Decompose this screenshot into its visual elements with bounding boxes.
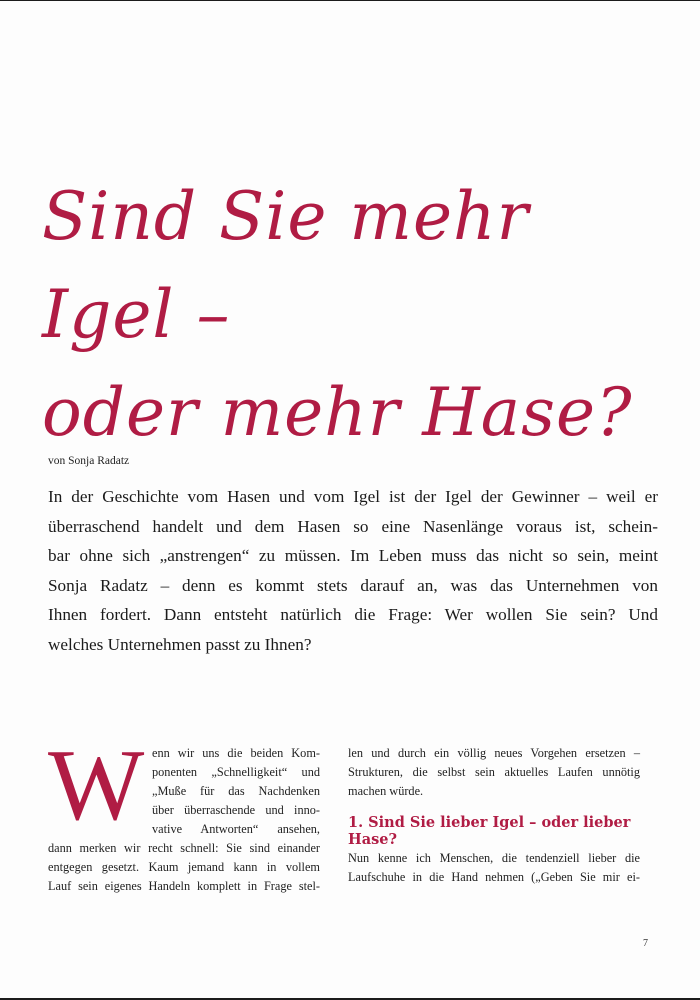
lead-line: In der Geschichte vom Hasen und vom Igel ist der Igel der Gewinner – weil er	[48, 487, 658, 506]
body-column-right	[348, 744, 640, 887]
section-heading: 1. Sind Sie lieber Igel – oder lieber Hase?	[348, 814, 631, 848]
body-line: len und durch ein völlig neues Vorgehen ersetzen –	[348, 746, 640, 760]
body-line: dann merken wir recht schnell: Sie sind einander	[48, 841, 320, 855]
body-line: „Muße für das Nachdenken	[152, 784, 320, 798]
lead-line: bar ohne sich „anstrengen“ zu müssen. Im Leben muss das nicht so sein, meint	[48, 546, 658, 565]
body-paragraph	[348, 849, 640, 887]
body-line: machen würde.	[348, 784, 424, 798]
lead-line: überraschend handelt und dem Hasen so eine Nasenlänge voraus ist, schein-	[48, 516, 658, 536]
body-line: über überraschende und inno-	[152, 803, 320, 817]
dropcap-text	[152, 744, 320, 839]
body-column-left	[48, 729, 320, 896]
body-line: vative Antworten“ ansehen,	[152, 822, 320, 836]
body-line: enn wir uns die beiden Kom-	[152, 746, 320, 760]
lead-line: welches Unternehmen passt zu Ihnen?	[48, 634, 312, 654]
author-byline: von Sonja Radatz	[48, 455, 130, 467]
title-line-2: oder mehr Hase?	[42, 374, 633, 451]
lead-line: Sonja Radatz – denn es kommt stets darauf an, was das Unternehmen von	[48, 575, 658, 595]
lead-line: Ihnen fordert. Dann entsteht natürlich die Frage: Wer wollen Sie sein? Und	[48, 605, 658, 624]
article-title	[42, 168, 662, 462]
lead-paragraph	[48, 482, 658, 659]
body-paragraph	[48, 839, 320, 896]
body-line: Strukturen, die selbst sein aktuelles Laufen unnötig	[348, 765, 640, 779]
body-line: Laufschuhe in die Hand nehmen („Geben Sie mir ei-	[348, 870, 640, 884]
dropcap-block	[48, 729, 320, 842]
body-line: Lauf sein eigenes Handeln komplett in Frage stel-	[48, 879, 320, 893]
body-line: Nun kenne ich Menschen, die tendenziell lieber die	[348, 851, 640, 865]
body-paragraph	[348, 744, 640, 801]
page-number: 7	[643, 938, 648, 949]
body-line: ponenten „Schnelligkeit“ und	[152, 765, 320, 779]
drop-cap: W	[48, 729, 145, 842]
page-border-top	[0, 0, 700, 1]
body-line: entgegen gesetzt. Kaum jemand kann in vollem	[48, 860, 320, 874]
title-line-1: Sind Sie mehr Igel –	[42, 178, 530, 353]
